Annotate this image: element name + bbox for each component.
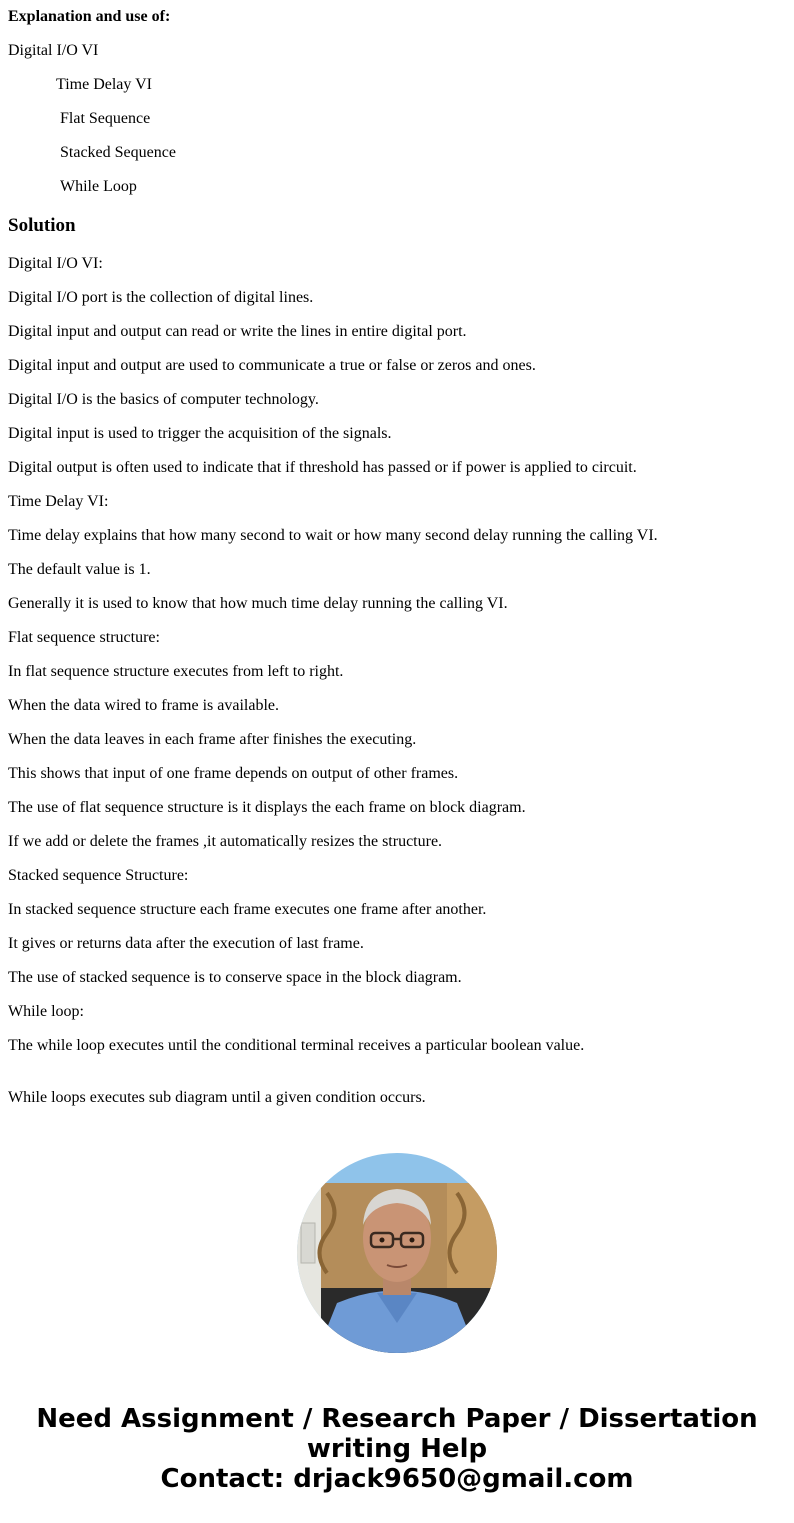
question-item-digital-io: Digital I/O VI xyxy=(8,42,99,59)
paragraph: Time delay explains that how many second to wait or how many second delay running the calling VI. xyxy=(8,527,658,544)
paragraph: Digital output is often used to indicate that if threshold has passed or if power is applied to circuit. xyxy=(8,459,637,476)
paragraph: Digital input and output are used to communicate a true or false or zeros and ones. xyxy=(8,357,536,374)
author-avatar xyxy=(297,1153,497,1353)
footer-line-1: Need Assignment / Research Paper / Dissertation xyxy=(36,1404,758,1434)
solution-heading: Solution xyxy=(8,215,76,236)
paragraph: The while loop executes until the conditional terminal receives a particular boolean value. xyxy=(8,1037,585,1054)
paragraph: Digital I/O port is the collection of digital lines. xyxy=(8,289,314,306)
paragraph: When the data leaves in each frame after finishes the executing. xyxy=(8,731,417,748)
section-title-digital-io: Digital I/O VI: xyxy=(8,255,103,272)
paragraph: In flat sequence structure executes from left to right. xyxy=(8,663,344,680)
question-item-while-loop: While Loop xyxy=(60,178,137,195)
question-heading: Explanation and use of: xyxy=(8,8,171,25)
section-title-time-delay: Time Delay VI: xyxy=(8,493,109,510)
paragraph: While loops executes sub diagram until a given condition occurs. xyxy=(8,1089,426,1106)
paragraph: Generally it is used to know that how much time delay running the calling VI. xyxy=(8,595,508,612)
section-title-flat-sequence: Flat sequence structure: xyxy=(8,629,160,646)
question-item-time-delay: Time Delay VI xyxy=(56,76,152,93)
footer-promo xyxy=(0,1404,794,1494)
section-title-stacked-sequence: Stacked sequence Structure: xyxy=(8,867,189,884)
question-item-flat-sequence: Flat Sequence xyxy=(60,110,151,127)
paragraph: It gives or returns data after the execution of last frame. xyxy=(8,935,364,952)
paragraph: Digital input and output can read or write the lines in entire digital port. xyxy=(8,323,467,340)
paragraph: If we add or delete the frames ,it automatically resizes the structure. xyxy=(8,833,443,850)
paragraph: The use of flat sequence structure is it displays the each frame on block diagram. xyxy=(8,799,526,816)
paragraph: The default value is 1. xyxy=(8,561,151,578)
paragraph: In stacked sequence structure each frame executes one frame after another. xyxy=(8,901,487,918)
paragraph: Digital I/O is the basics of computer technology. xyxy=(8,391,319,408)
footer-line-2: writing Help xyxy=(306,1434,488,1464)
paragraph: When the data wired to frame is available. xyxy=(8,697,279,714)
paragraph: The use of stacked sequence is to conserve space in the block diagram. xyxy=(8,969,462,986)
question-item-stacked-sequence: Stacked Sequence xyxy=(60,144,176,161)
paragraph: This shows that input of one frame depends on output of other frames. xyxy=(8,765,459,782)
footer-contact: Contact: drjack9650@gmail.com xyxy=(160,1464,634,1494)
person-portrait-icon xyxy=(297,1153,497,1353)
paragraph: Digital input is used to trigger the acquisition of the signals. xyxy=(8,425,392,442)
section-title-while-loop: While loop: xyxy=(8,1003,84,1020)
